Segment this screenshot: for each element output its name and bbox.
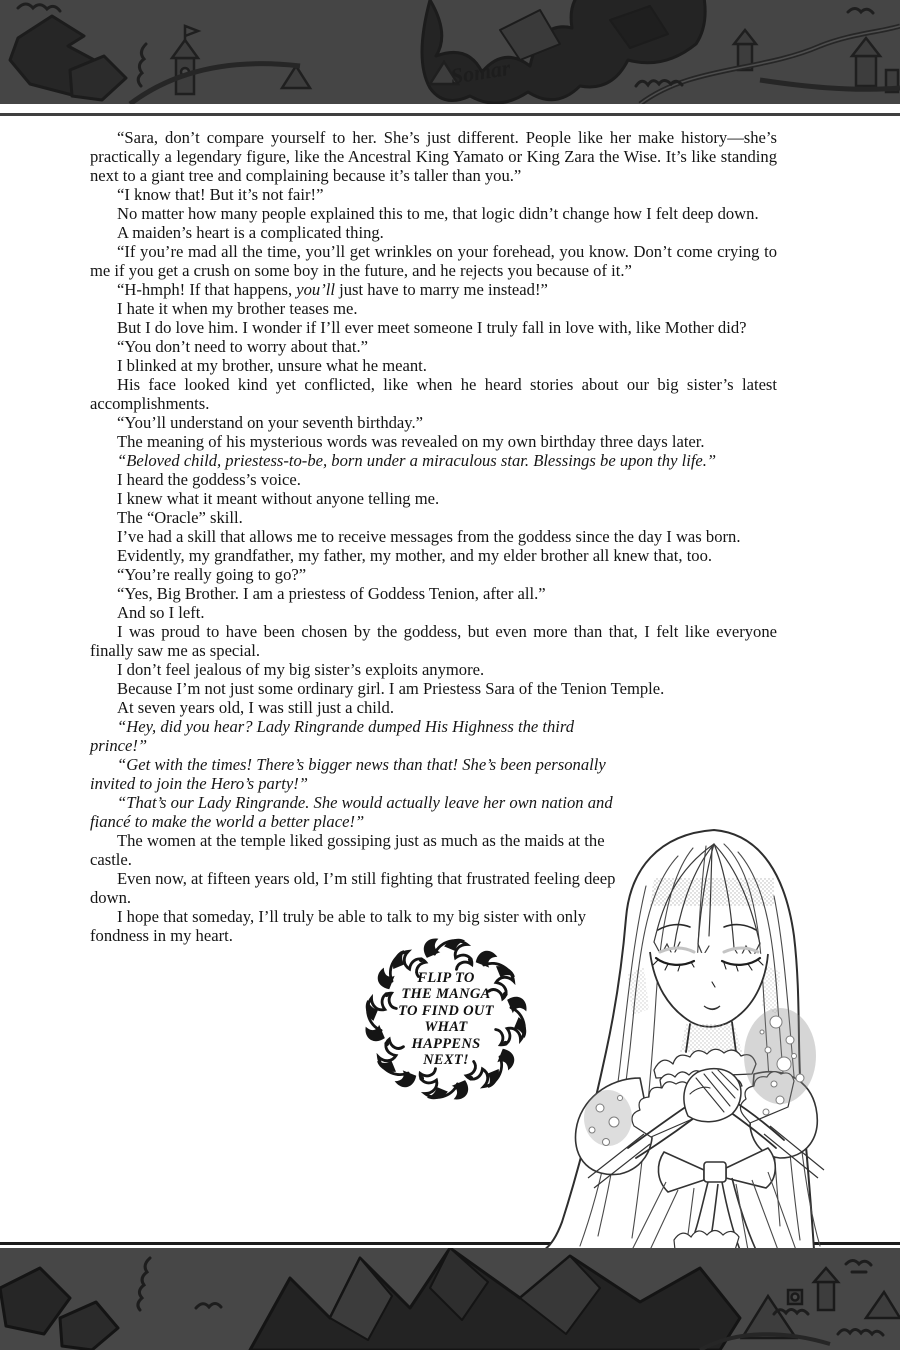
story-paragraph: I knew what it meant without anyone telling me. [117, 489, 440, 508]
callout-line: HAPPENS [411, 1035, 481, 1052]
map-border-top-art [0, 0, 900, 104]
story-paragraph: “Get with the times! There’s bigger news than that! She’s been personally invited to join the Hero’s party!” [90, 755, 606, 793]
story-paragraph: His face looked kind yet conflicted, like when he heard stories about our big sister’s latest accomplishments. [90, 375, 777, 413]
story-paragraph: I’ve had a skill that allows me to receive messages from the goddess since the day I was born. [117, 527, 741, 546]
story-paragraph: At seven years old, I was still just a child. [117, 698, 394, 717]
story-paragraph: Evidently, my grandfather, my father, my mother, and my elder brother all knew that, too. [117, 546, 713, 565]
story-paragraph: “If you’re mad all the time, you’ll get wrinkles on your forehead, you know. Don’t come crying to me if you get a crush on some boy in the future, and he rejects you because of it.” [90, 242, 777, 280]
story-paragraph: I hope that someday, I’ll truly be able to talk to my big sister with only fondness in my heart. [90, 907, 586, 945]
map-label-somar: Somar [448, 54, 512, 89]
story-paragraph: “Sara, don’t compare yourself to her. She’s just different. People like her make history—she’s practically a legendary figure, like the Ancestral King Yamato or King Zara the Wise. It’s like standing next to a giant tree and complaining because it’s taller than you.” [90, 128, 777, 185]
story-paragraph: I heard the goddess’s voice. [117, 470, 301, 489]
story-paragraph: I hate it when my brother teases me. [117, 299, 358, 318]
story-paragraph: “You’ll understand on your seventh birthday.” [117, 413, 424, 432]
story-paragraph: I don’t feel jealous of my big sister’s exploits anymore. [117, 660, 485, 679]
story-paragraph: Even now, at fifteen years old, I’m still fighting that frustrated feeling deep down. [90, 869, 616, 907]
story-paragraph: The women at the temple liked gossiping just as much as the maids at the castle. [90, 831, 605, 869]
story-paragraph: I blinked at my brother, unsure what he meant. [117, 356, 427, 375]
story-paragraph: “You’re really going to go?” [117, 565, 307, 584]
story-paragraph: I was proud to have been chosen by the goddess, but even more than that, I felt like everyone finally saw me as special. [90, 622, 777, 660]
callout-line: TO FIND OUT [398, 1002, 494, 1019]
story-paragraph: “You don’t need to worry about that.” [117, 337, 369, 356]
callout-line: FLIP TO [417, 969, 475, 986]
story-paragraph: “H-hmph! If that happens, you’ll just have to marry me instead!” [117, 280, 548, 299]
story-paragraph: A maiden’s heart is a complicated thing. [117, 223, 384, 242]
story-paragraph: “Hey, did you hear? Lady Ringrande dumped His Highness the third prince!” [90, 717, 575, 755]
story-paragraph: Because I’m not just some ordinary girl. I am Priestess Sara of the Tenion Temple. [117, 679, 665, 698]
story-paragraph: “Beloved child, priestess-to-be, born under a miraculous star. Blessings be upon thy life.” [117, 451, 717, 470]
story-paragraph: “Yes, Big Brother. I am a priestess of Goddess Tenion, after all.” [117, 584, 546, 603]
story-paragraph: The meaning of his mysterious words was revealed on my own birthday three days later. [117, 432, 705, 451]
callout-line: WHAT [424, 1019, 468, 1035]
story-paragraph: “That’s our Lady Ringrande. She would actually leave her own nation and fiancé to make the world a better place!” [90, 793, 613, 831]
manga-callout [358, 933, 534, 1105]
story-paragraph: “I know that! But it’s not fair!” [117, 185, 324, 204]
top-divider-rule [0, 113, 900, 116]
praying-girl-illustration [528, 826, 830, 1250]
story-paragraph: And so I left. [117, 603, 205, 622]
manga-callout-text [376, 933, 516, 1105]
callout-line: THE MANGA [401, 986, 491, 1002]
map-border-bottom-art [0, 1248, 900, 1350]
callout-line: NEXT! [423, 1052, 469, 1068]
story-paragraph: But I do love him. I wonder if I’ll ever meet someone I truly fall in love with, like Mother did? [117, 318, 747, 337]
story-paragraph: The “Oracle” skill. [117, 508, 243, 527]
story-paragraph: No matter how many people explained this to me, that logic didn’t change how I felt deep down. [117, 204, 759, 223]
